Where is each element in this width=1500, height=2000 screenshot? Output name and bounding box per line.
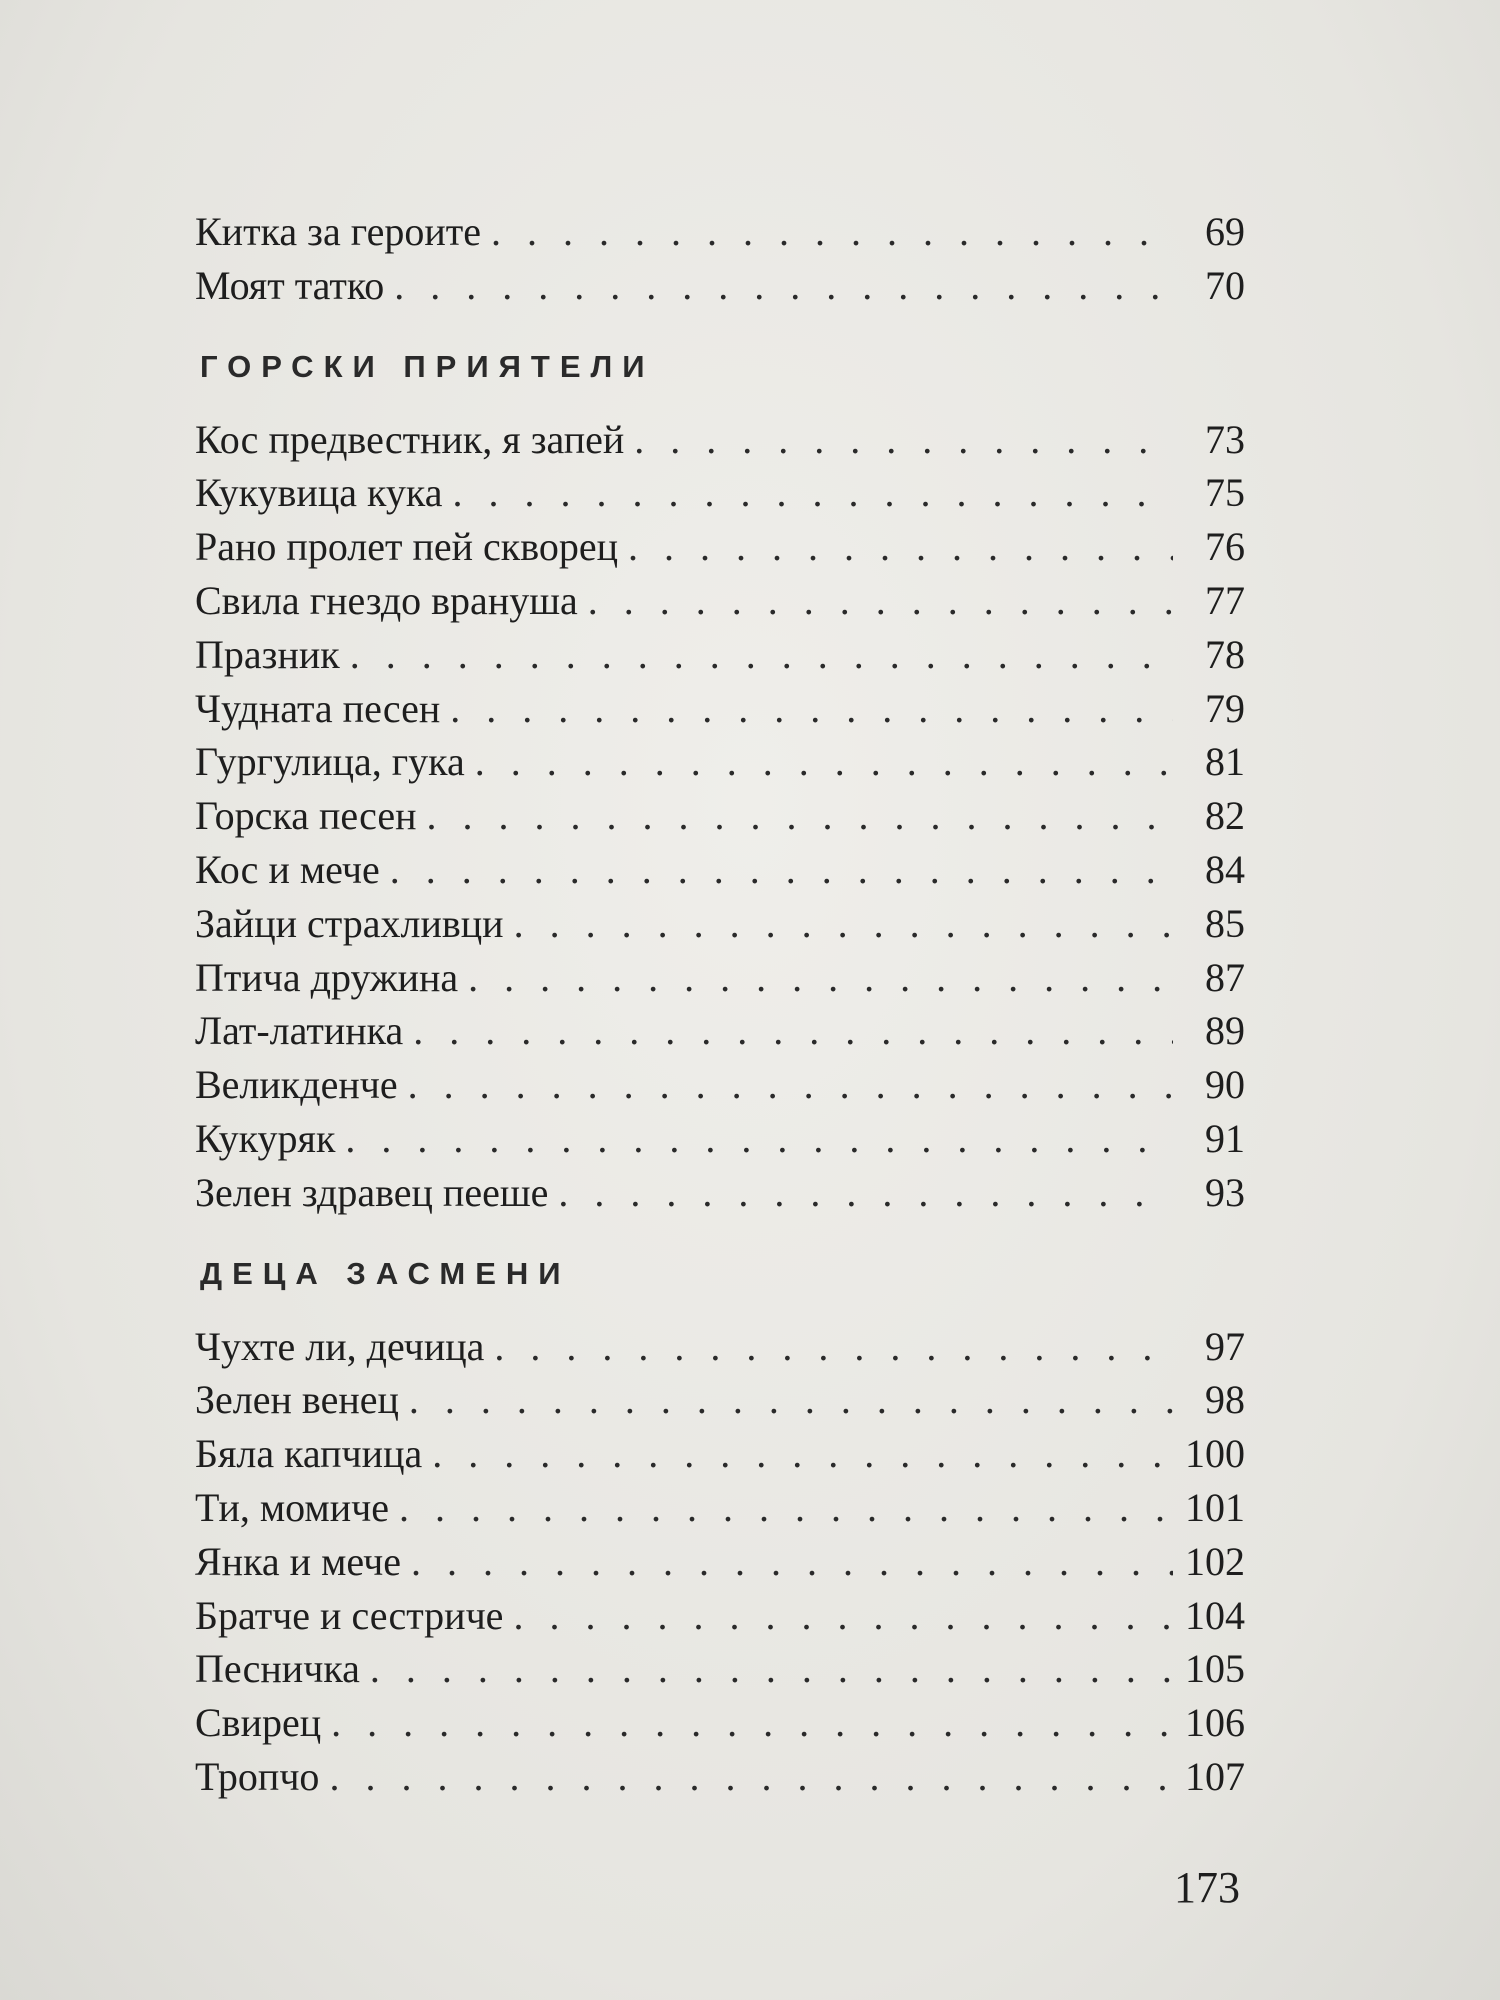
- toc-entry: [195, 466, 1245, 520]
- entry-title: Братче и сестриче: [195, 1592, 504, 1638]
- entry-title: Великденче: [195, 1062, 398, 1108]
- dot-leader: [399, 1481, 1173, 1535]
- toc-entry: [195, 682, 1245, 736]
- entry-page-number: 100: [1185, 1431, 1245, 1477]
- entry-page-number: 76: [1205, 524, 1245, 570]
- dot-leader: [514, 897, 1173, 951]
- toc-entry: [195, 1112, 1245, 1166]
- dot-leader: [432, 1427, 1173, 1481]
- toc-entry: [195, 413, 1245, 467]
- dot-leader: [450, 682, 1173, 736]
- toc-entry: [195, 951, 1245, 1005]
- toc-entry: [195, 843, 1245, 897]
- dot-leader: [331, 1696, 1173, 1750]
- toc-entry: [195, 1589, 1245, 1643]
- entry-page-number: 102: [1185, 1538, 1245, 1584]
- dot-leader: [411, 1535, 1173, 1589]
- page-number: 173: [1174, 1863, 1240, 1912]
- dot-leader: [408, 1058, 1173, 1112]
- entry-title: Песничка: [195, 1646, 360, 1692]
- toc-entry: [195, 789, 1245, 843]
- entry-title: Кукуряк: [195, 1115, 336, 1161]
- entry-page-number: 89: [1205, 1008, 1245, 1054]
- dot-leader: [345, 1112, 1173, 1166]
- dot-leader: [491, 205, 1173, 259]
- toc-entry: [195, 1535, 1245, 1589]
- toc-entry: [195, 1004, 1245, 1058]
- toc-entry: [195, 205, 1245, 259]
- entry-page-number: 106: [1185, 1700, 1245, 1746]
- entry-title: Зелен венец: [195, 1377, 399, 1423]
- toc-entry: [195, 735, 1245, 789]
- dot-leader: [427, 789, 1173, 843]
- entry-page-number: 90: [1205, 1062, 1245, 1108]
- toc-entry: [195, 1642, 1245, 1696]
- entry-page-number: 84: [1205, 846, 1245, 892]
- toc-entry: [195, 1320, 1245, 1374]
- toc-entry: [195, 1373, 1245, 1427]
- toc-section: [195, 1254, 1245, 1804]
- entry-page-number: 77: [1205, 577, 1245, 623]
- dot-leader: [475, 735, 1173, 789]
- entry-page-number: 107: [1185, 1753, 1245, 1799]
- entry-page-number: 85: [1205, 900, 1245, 946]
- toc-entry: [195, 520, 1245, 574]
- entry-title: Зайци страхливци: [195, 900, 504, 946]
- entry-title: Чухте ли, дечица: [195, 1323, 485, 1369]
- toc-section: [195, 347, 1245, 1220]
- entry-page-number: 75: [1205, 470, 1245, 516]
- entry-title: Рано пролет пей скворец: [195, 524, 619, 570]
- entry-title: Тропчо: [195, 1753, 320, 1799]
- entry-title: Кос и мече: [195, 846, 380, 892]
- toc-entry: [195, 1427, 1245, 1481]
- entry-title: Гургулица, гука: [195, 739, 465, 785]
- toc-entry: [195, 1481, 1245, 1535]
- entry-page-number: 105: [1185, 1646, 1245, 1692]
- entry-page-number: 101: [1185, 1484, 1245, 1530]
- dot-leader: [513, 1589, 1173, 1643]
- entry-title: Свирец: [195, 1700, 322, 1746]
- entry-title: Зелен здравец пееше: [195, 1169, 549, 1215]
- entry-page-number: 78: [1205, 631, 1245, 677]
- toc-entry: [195, 1750, 1245, 1804]
- toc-entry: [195, 1058, 1245, 1112]
- entry-page-number: 81: [1205, 739, 1245, 785]
- entry-page-number: 73: [1205, 416, 1245, 462]
- entry-title: Чудната песен: [195, 685, 441, 731]
- entry-page-number: 79: [1205, 685, 1245, 731]
- entry-page-number: 69: [1205, 209, 1245, 254]
- dot-leader: [413, 1004, 1173, 1058]
- entry-page-number: 91: [1205, 1115, 1245, 1161]
- dot-leader: [394, 259, 1173, 313]
- table-of-contents: [195, 205, 1245, 1804]
- entry-title: Бяла капчица: [195, 1431, 423, 1477]
- toc-entry: [195, 259, 1245, 313]
- dot-leader: [329, 1750, 1173, 1804]
- dot-leader: [390, 843, 1173, 897]
- entry-page-number: 104: [1185, 1592, 1245, 1638]
- dot-leader: [558, 1166, 1173, 1220]
- dot-leader: [588, 574, 1173, 628]
- entry-title: Ти, момиче: [195, 1484, 389, 1530]
- entry-page-number: 70: [1205, 262, 1245, 308]
- toc-entry: [195, 897, 1245, 951]
- entry-title: Кос предвестник, я запей: [195, 416, 625, 462]
- toc-entry: [195, 574, 1245, 628]
- entry-title: Горска песен: [195, 793, 417, 839]
- entry-title: Кукувица кука: [195, 470, 443, 516]
- entry-page-number: 98: [1205, 1377, 1245, 1423]
- section-heading: ГОРСКИ ПРИЯТЕЛИ: [200, 348, 655, 384]
- entry-title: Моят татко: [195, 262, 385, 308]
- toc-entry: [195, 1166, 1245, 1220]
- dot-leader: [452, 466, 1173, 520]
- entry-title: Свила гнездо врануша: [195, 577, 578, 623]
- dot-leader: [628, 520, 1173, 574]
- entry-page-number: 87: [1205, 954, 1245, 1000]
- entry-title: Празник: [195, 631, 340, 677]
- dot-leader: [494, 1320, 1173, 1374]
- toc-entry: [195, 1696, 1245, 1750]
- section-heading: ДЕЦА ЗАСМЕНИ: [200, 1255, 571, 1291]
- entry-title: Лат-латинка: [195, 1008, 404, 1054]
- dot-leader: [370, 1642, 1173, 1696]
- entry-page-number: 93: [1205, 1169, 1245, 1215]
- toc-entry: [195, 628, 1245, 682]
- toc-section: [195, 205, 1245, 313]
- dot-leader: [409, 1373, 1173, 1427]
- entry-title: Китка за героите: [195, 209, 481, 254]
- dot-leader: [468, 951, 1173, 1005]
- dot-leader: [634, 413, 1173, 467]
- entry-title: Птича дружина: [195, 954, 459, 1000]
- entry-page-number: 97: [1205, 1323, 1245, 1369]
- entry-title: Янка и мече: [195, 1538, 402, 1584]
- entry-page-number: 82: [1205, 793, 1245, 839]
- dot-leader: [350, 628, 1173, 682]
